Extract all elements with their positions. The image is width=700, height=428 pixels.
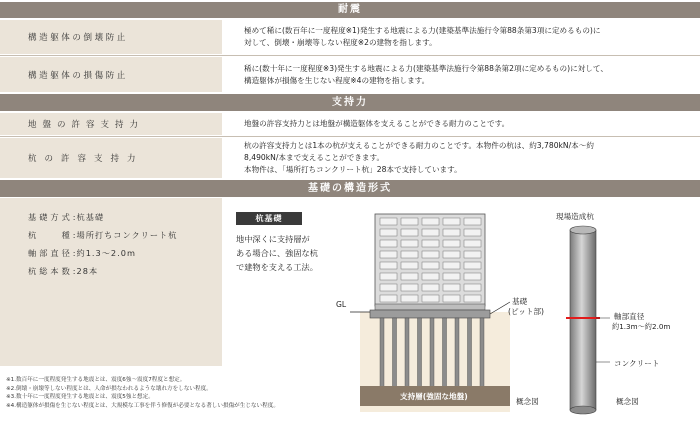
row-value [222, 20, 700, 54]
spec-value: 場所打ちコンクリート杭 [76, 230, 178, 240]
pile-title: 現場造成杭 [556, 212, 594, 221]
window [422, 240, 439, 247]
window [401, 251, 418, 258]
window [422, 229, 439, 236]
row-line: 極めて稀に(数百年に一度程度※1)発生する地震による力(建築基準法施行令第88条第3項に定めるもの)に [244, 26, 601, 35]
method-badge: 杭基礎 [236, 212, 302, 225]
pile [405, 318, 409, 390]
footnote: ※4.構造躯体が損傷を生じない程度とは、大規模な工事を伴う修復が必要となる著しい損傷が生じない程度。 [6, 402, 279, 409]
divider [0, 55, 700, 56]
window [401, 240, 418, 247]
pile [418, 318, 422, 390]
spec-panel [0, 198, 222, 366]
foundation-diagram [340, 206, 510, 412]
building-illustration [375, 214, 485, 310]
gl-label: GL [336, 300, 347, 309]
section-header-shijiryoku: 支持力 [0, 94, 700, 111]
foundation-pit [370, 310, 490, 318]
pile-group [380, 318, 484, 390]
row-line: 8,490kN/本まで支えることができます。 [244, 153, 385, 162]
window [443, 273, 460, 280]
spec-key: 杭総本数 [28, 266, 73, 276]
window [380, 251, 397, 258]
row-line: 杭の許容支持力とは1本の杭が支えることができる耐力のことです。本物件の杭は、約3,780kN/本～約 [244, 141, 594, 150]
window [464, 295, 481, 302]
pile-diameter-title: 軸部直径 [614, 312, 645, 321]
pile-top [570, 226, 596, 234]
window [464, 251, 481, 258]
pile-body [570, 230, 596, 410]
spec-key: 軸部直径 [28, 248, 73, 258]
window [422, 218, 439, 225]
row-label: 杭の許容支持力 [0, 138, 222, 178]
footnotes [6, 376, 279, 410]
window [443, 295, 460, 302]
window [443, 218, 460, 225]
footnote: ※1.数百年に一度程度発生する地震とは、震度6強～震度7程度と想定。 [6, 377, 186, 383]
spec-item: 杭総本数:28本 [28, 266, 99, 276]
window [401, 229, 418, 236]
pile [468, 318, 472, 390]
pile [455, 318, 459, 390]
row-line: 稀に(数十年に一度程度※3)発生する地震による力(建築基準法施行令第88条第2項に定めるもの)に対して、 [244, 63, 608, 73]
row-value [222, 57, 700, 92]
table-row [0, 20, 700, 54]
window [422, 284, 439, 291]
pile-caption: 概念図 [616, 397, 639, 406]
spec-value: 約1.3～2.0m [76, 248, 136, 258]
pile [480, 318, 484, 390]
window [443, 262, 460, 269]
window [380, 295, 397, 302]
window [401, 262, 418, 269]
pile-diameter-value: 約1.3m～約2.0m [612, 322, 671, 331]
spec-item: 基礎方式:杭基礎 [28, 212, 105, 222]
footnote: ※3.数十年に一度程度発生する地震とは、震度5強と想定。 [6, 394, 154, 401]
table-row [0, 57, 700, 92]
spec-item: 軸部直径:約1.3～2.0m [28, 248, 136, 258]
row-label: 構造躯体の損傷防止 [0, 57, 222, 92]
explain-line: ある場合に、強固な杭 [236, 248, 318, 258]
window [464, 229, 481, 236]
window [443, 229, 460, 236]
spec-value: 28本 [76, 266, 99, 276]
pile-bottom [570, 406, 596, 414]
window [422, 273, 439, 280]
window [401, 218, 418, 225]
row-line: 対して、倒壊・崩壊等しない程度※2の建物を指します。 [244, 38, 437, 47]
explain-line: で建物を支える工法。 [236, 262, 318, 272]
window [380, 284, 397, 291]
window [422, 251, 439, 258]
divider [0, 136, 700, 137]
window [464, 273, 481, 280]
window [380, 273, 397, 280]
spec-value: 杭基礎 [76, 212, 105, 222]
window [401, 295, 418, 302]
section-header-kiso: 基礎の構造形式 [0, 180, 700, 197]
pile [443, 318, 447, 390]
spec-key: 基礎方式 [28, 212, 73, 222]
window [380, 262, 397, 269]
window [380, 240, 397, 247]
window [401, 273, 418, 280]
diagram-caption: 概念図 [516, 397, 539, 406]
window [443, 251, 460, 258]
window [464, 218, 481, 225]
window [443, 284, 460, 291]
section-header-taishin: 耐震 [0, 2, 700, 18]
row-label: 構造躯体の倒壊防止 [0, 20, 222, 54]
window [380, 229, 397, 236]
table-row [0, 113, 700, 135]
pile [430, 318, 434, 390]
row-line: 本物件は、「場所打ちコンクリート杭」28本で支持しています。 [244, 165, 462, 174]
window [380, 218, 397, 225]
explain-line: 地中深くに支持層が [236, 234, 310, 244]
row-value [222, 138, 700, 178]
pile-diagram [540, 206, 610, 416]
pit-label: (ピット部) [508, 307, 544, 316]
window [401, 284, 418, 291]
window [422, 262, 439, 269]
spec-key: 杭 種 [28, 230, 73, 240]
window [422, 295, 439, 302]
row-value [222, 113, 700, 135]
window [464, 262, 481, 269]
spec-item: 杭 種:場所打ちコンクリート杭 [28, 230, 178, 240]
pile [380, 318, 384, 390]
window [464, 240, 481, 247]
row-line: 地盤の許容支持力とは地盤が構造躯体を支えることができる耐力のことです。 [244, 119, 510, 128]
support-layer-label: 支持層(強固な地盤) [400, 392, 468, 401]
foundation-label: 基礎 [512, 297, 528, 306]
table-row [0, 138, 700, 178]
method-explanation [236, 232, 318, 274]
row-line: 構造躯体が損傷を生じない程度※4の建物を指します。 [244, 75, 430, 85]
footnote: ※2.倒壊・崩壊等しない程度とは、人命が損なわれるような壊れ方をしない程度。 [6, 385, 212, 392]
pile [393, 318, 397, 390]
window [464, 284, 481, 291]
row-label: 地盤の許容支持力 [0, 113, 222, 135]
pile-concrete-label: コンクリート [614, 359, 660, 368]
window [443, 240, 460, 247]
